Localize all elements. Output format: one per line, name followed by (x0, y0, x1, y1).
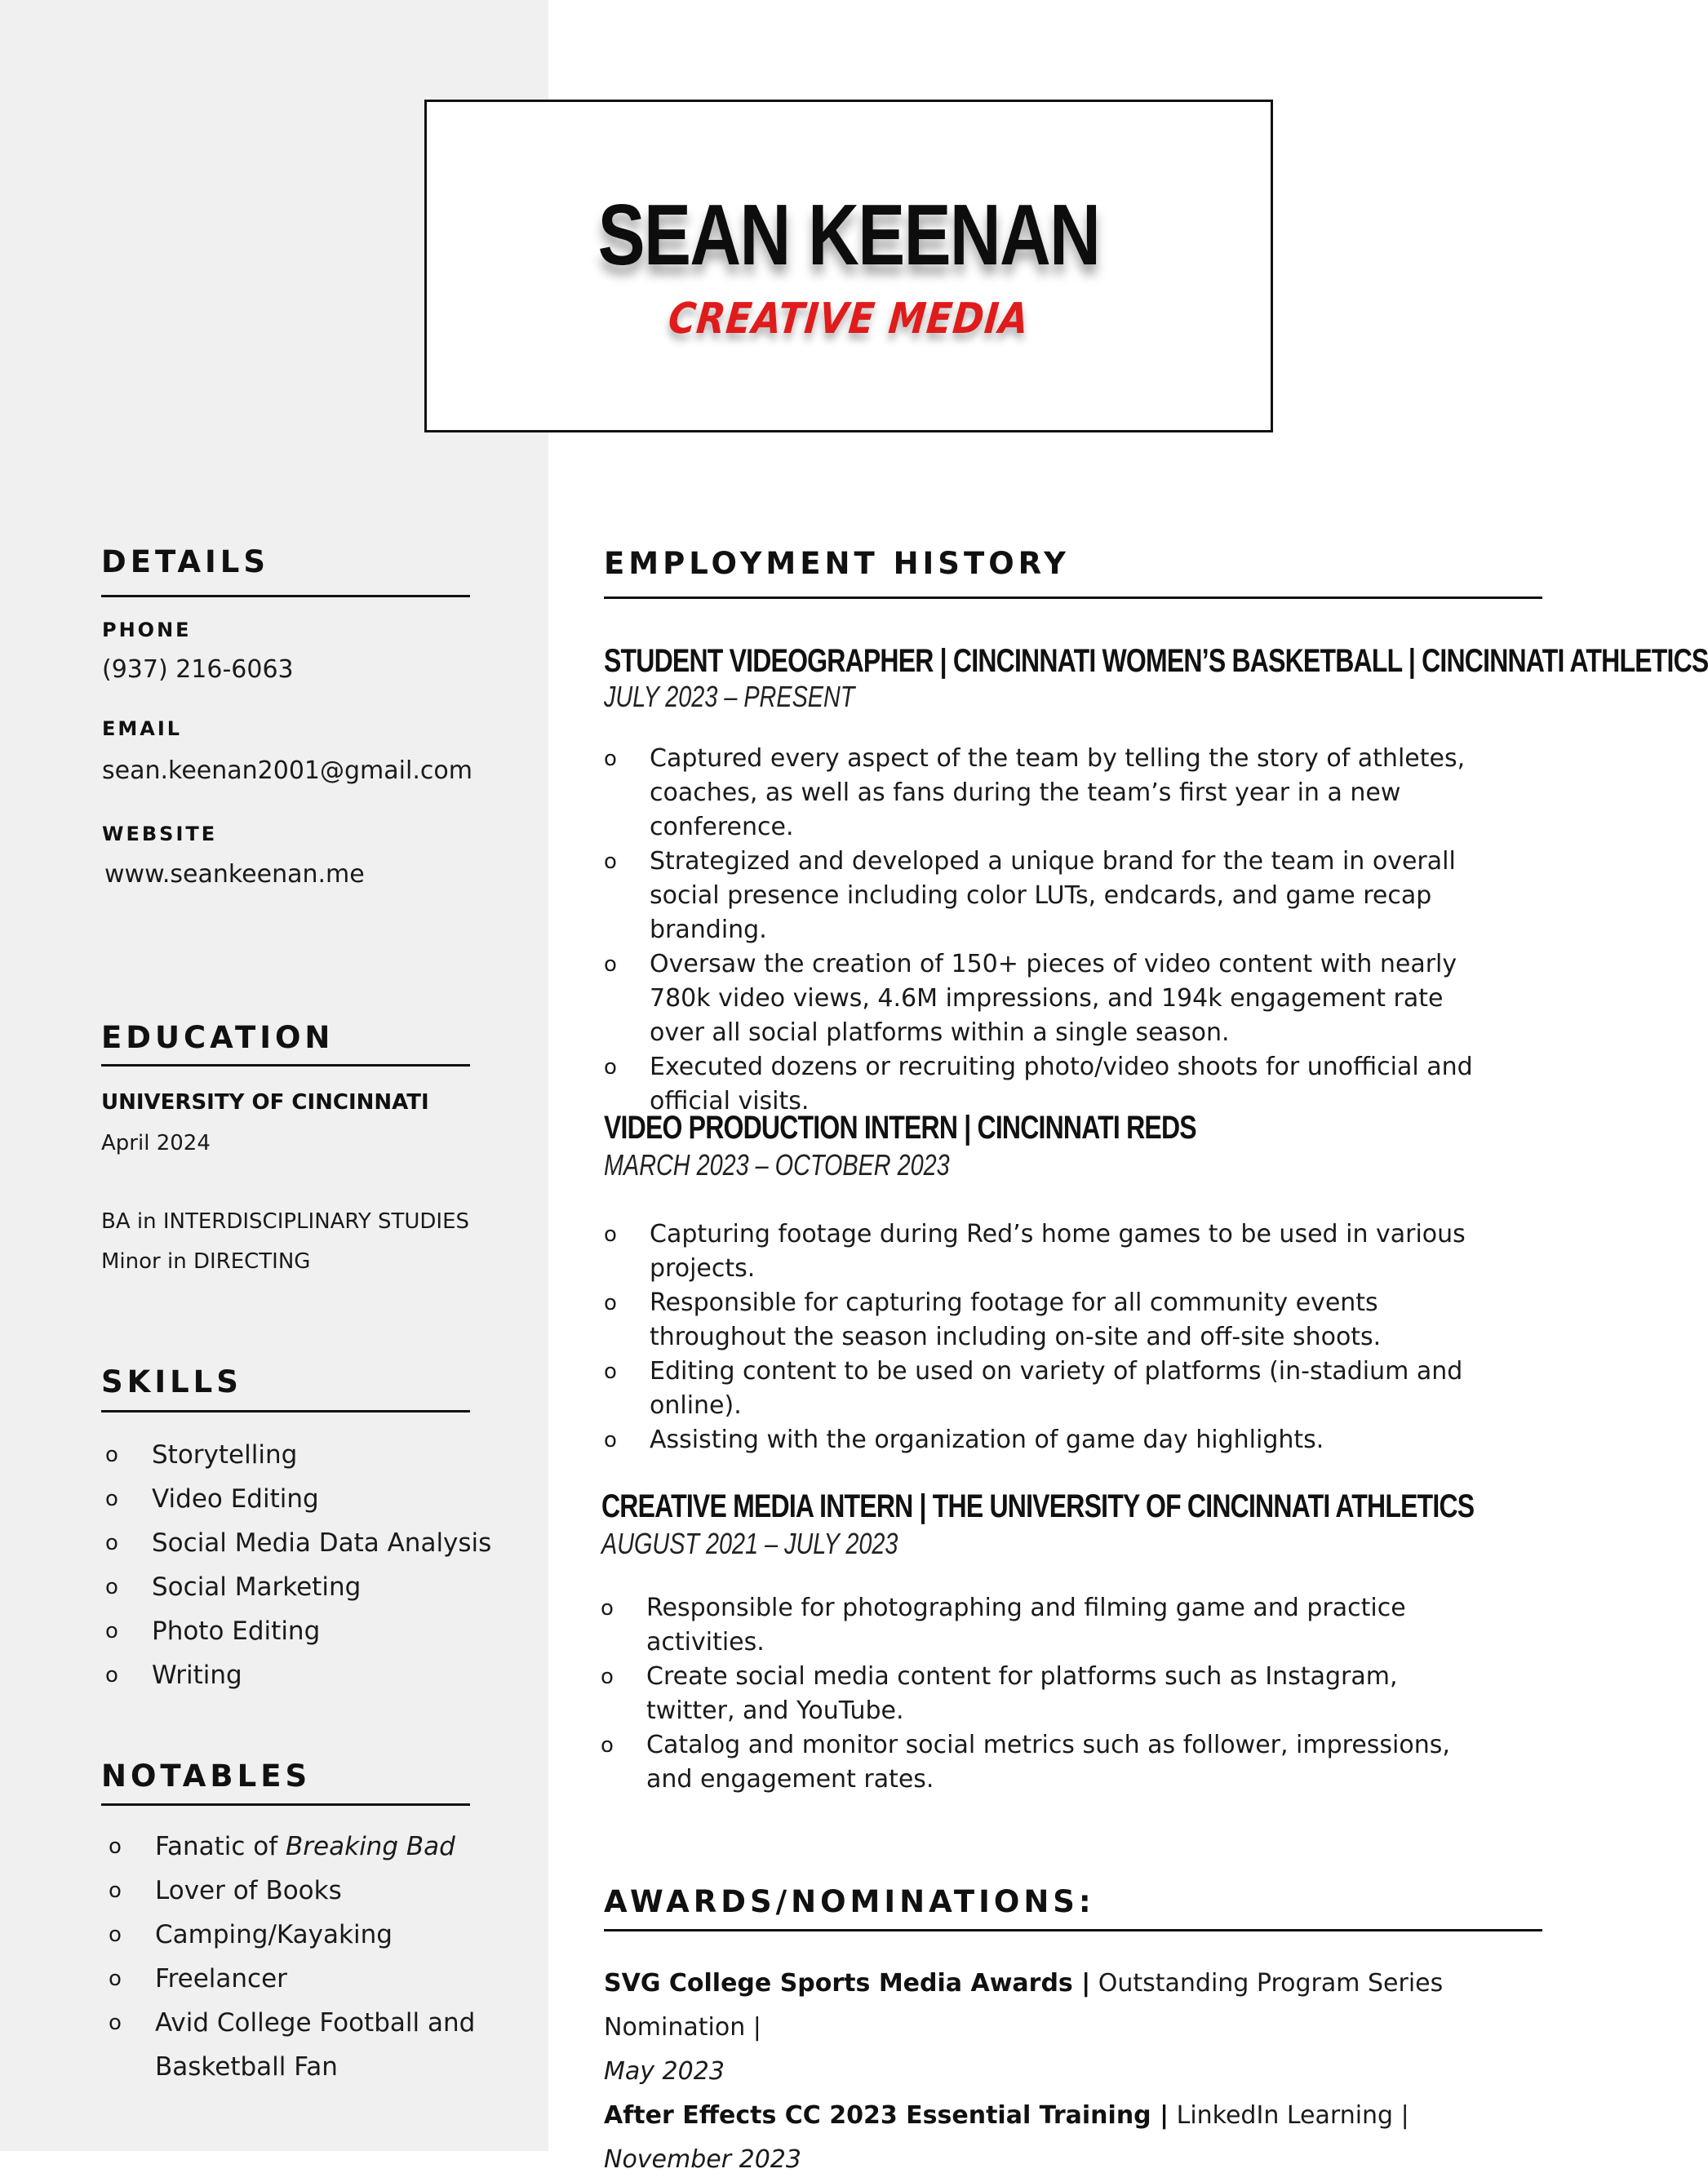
list-item: o Responsible for photographing and filming game and practice activities. (601, 1594, 1406, 1656)
award-item: SVG College Sports Media Awards | Outstanding Program Series Nomination | May 2023 (604, 1969, 1444, 2086)
phone-value: (937) 216-6063 (102, 655, 294, 684)
list-item: o Create social media content for platforms such as Instagram, twitter, and YouTube. (601, 1662, 1398, 1725)
notables-rule (101, 1803, 470, 1806)
awards-rule (604, 1929, 1542, 1931)
website-value: www.seankeenan.me (104, 860, 365, 889)
job-date: MARCH 2023 – OCTOBER 2023 (604, 1148, 950, 1182)
list-item: o Captured every aspect of the team by telling the story of athletes, coaches, as well as fans during the team’s first year in a new conference. (604, 744, 1466, 841)
list-item: o Camping/Kayaking (109, 1920, 393, 1949)
notables-heading: NOTABLES (101, 1758, 312, 1794)
employment-heading: EMPLOYMENT HISTORY (604, 546, 1070, 581)
job-title: CREATIVE MEDIA INTERN | THE UNIVERSITY OF CINCINNATI ATHLETICS (601, 1488, 1475, 1524)
minor: Minor in DIRECTING (101, 1249, 311, 1274)
list-item: o Freelancer (109, 1964, 287, 1994)
details-heading: DETAILS (101, 544, 269, 579)
job-bullets (601, 1591, 1482, 1797)
degree: BA in INTERDISCIPLINARY STUDIES (101, 1209, 470, 1234)
list-item: o Fanatic of Breaking Bad (109, 1832, 455, 1861)
skills-list (105, 1433, 492, 1697)
list-item: o Storytelling (105, 1440, 298, 1470)
job-title: STUDENT VIDEOGRAPHER | CINCINNATI WOMEN’S BASKETBALL | CINCINNATI ATHLETICS (604, 643, 1708, 679)
education-rule (101, 1064, 470, 1067)
award-item: After Effects CC 2023 Essential Training | LinkedIn Learning | November 2023 (604, 2101, 1409, 2174)
job-title: VIDEO PRODUCTION INTERN | CINCINNATI REDS (604, 1110, 1196, 1146)
list-item: o Writing (105, 1661, 242, 1690)
list-item: o Oversaw the creation of 150+ pieces of video content with nearly 780k video views, 4.6M impressions, and 194k engagement rate over all social platforms within a single season. (604, 950, 1457, 1047)
list-item: o Assisting with the organization of game day highlights. (604, 1426, 1324, 1454)
list-item: o Editing content to be used on variety of platforms (in-stadium and online). (604, 1357, 1463, 1420)
education-date: April 2024 (101, 1131, 211, 1155)
list-item: o Video Editing (105, 1484, 319, 1514)
email-value: sean.keenan2001@gmail.com (102, 756, 472, 785)
awards-list (604, 1962, 1542, 2182)
list-item: o Capturing footage during Red’s home games to be used in various projects. (604, 1220, 1466, 1283)
details-rule (101, 595, 470, 597)
job-date: AUGUST 2021 – JULY 2023 (601, 1527, 898, 1560)
phone-label: PHONE (102, 619, 192, 641)
notables-list (109, 1825, 476, 2089)
job-bullets (604, 742, 1485, 1119)
header-box (424, 100, 1273, 432)
education-heading: EDUCATION (101, 1020, 335, 1055)
school-name: UNIVERSITY OF CINCINNATI (101, 1090, 429, 1115)
skills-rule (101, 1410, 470, 1413)
list-item: o Photo Editing (105, 1617, 321, 1646)
job-bullets (604, 1217, 1485, 1457)
subtitle: CREATIVE MEDIA (666, 295, 1031, 344)
list-item: o Responsible for capturing footage for all community events throughout the season including on-site and off-site shoots. (604, 1288, 1382, 1351)
list-item: o Lover of Books (109, 1876, 342, 1905)
awards-heading: AWARDS/NOMINATIONS: (604, 1884, 1095, 1919)
job-date: JULY 2023 – PRESENT (604, 680, 855, 713)
list-item: o Social Marketing (105, 1572, 362, 1602)
list-item: o Avid College Football and Basketball Fan (109, 2008, 476, 2082)
list-item: o Social Media Data Analysis (105, 1528, 492, 1558)
list-item: o Executed dozens or recruiting photo/video shoots for unofficial and official visits. (604, 1053, 1473, 1115)
skills-heading: SKILLS (101, 1364, 242, 1399)
website-label: WEBSITE (102, 823, 218, 845)
list-item: o Strategized and developed a unique brand for the team in overall social presence including color LUTs, endcards, and game recap branding. (604, 847, 1456, 944)
name-title: SEAN KEENAN (597, 187, 1100, 283)
email-label: EMAIL (102, 717, 183, 740)
employment-rule (604, 597, 1542, 599)
list-item: o Catalog and monitor social metrics such as follower, impressions, and engagement rates. (601, 1731, 1450, 1794)
